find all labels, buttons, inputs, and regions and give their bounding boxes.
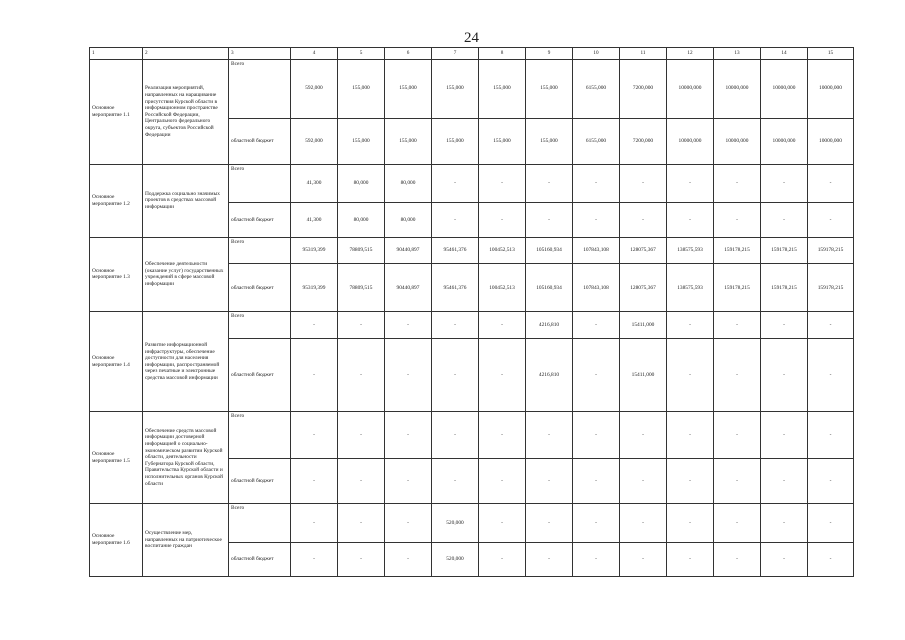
value-cell: -: [573, 459, 620, 504]
table-body: [90, 48, 854, 577]
event-name-cell: Основное мероприятие 1.6: [90, 504, 143, 577]
value-cell: 100452,513: [479, 237, 526, 264]
value-cell: -: [573, 542, 620, 576]
event-description-cell: Осуществление мер, направленных на патриотическое воспитание граждан: [143, 504, 229, 577]
value-cell: 10000,000: [667, 118, 714, 164]
value-cell: 128075,367: [620, 237, 667, 264]
value-cell: -: [667, 412, 714, 459]
header-cell: 8: [479, 48, 526, 60]
value-cell: -: [385, 312, 432, 339]
value-cell: -: [620, 542, 667, 576]
value-cell: 78809,515: [338, 264, 385, 312]
value-cell: -: [808, 542, 854, 576]
value-cell: 155,000: [338, 59, 385, 118]
value-cell: 159178,215: [808, 264, 854, 312]
value-cell: 105160,934: [526, 264, 573, 312]
value-cell: -: [620, 164, 667, 203]
value-cell: -: [761, 504, 808, 543]
funding-source-cell: Всего: [229, 412, 291, 459]
value-cell: 159178,215: [714, 237, 761, 264]
value-cell: 10000,000: [808, 59, 854, 118]
event-name-cell: Основное мероприятие 1.1: [90, 59, 143, 164]
value-cell: -: [761, 312, 808, 339]
funding-source-cell: Всего: [229, 312, 291, 339]
value-cell: -: [667, 339, 714, 412]
value-cell: -: [526, 412, 573, 459]
funding-source-cell: областной бюджет: [229, 118, 291, 164]
value-cell: -: [385, 412, 432, 459]
header-row: [90, 48, 854, 60]
value-cell: -: [291, 312, 338, 339]
table-row: [90, 59, 854, 118]
value-cell: 159178,215: [714, 264, 761, 312]
value-cell: 107843,108: [573, 264, 620, 312]
funding-source-cell: областной бюджет: [229, 264, 291, 312]
value-cell: 80,000: [338, 203, 385, 237]
value-cell: 155,000: [479, 59, 526, 118]
value-cell: 138575,593: [667, 237, 714, 264]
value-cell: -: [714, 312, 761, 339]
value-cell: -: [620, 203, 667, 237]
value-cell: 155,000: [338, 118, 385, 164]
value-cell: 155,000: [432, 59, 479, 118]
value-cell: 90440,897: [385, 264, 432, 312]
value-cell: -: [526, 542, 573, 576]
table-row: [90, 164, 854, 203]
event-name-cell: Основное мероприятие 1.3: [90, 237, 143, 312]
value-cell: -: [714, 542, 761, 576]
value-cell: -: [338, 542, 385, 576]
value-cell: 95461,376: [432, 264, 479, 312]
value-cell: -: [620, 459, 667, 504]
value-cell: -: [761, 412, 808, 459]
value-cell: -: [667, 203, 714, 237]
value-cell: -: [432, 459, 479, 504]
value-cell: -: [291, 339, 338, 412]
value-cell: -: [479, 542, 526, 576]
value-cell: -: [573, 203, 620, 237]
funding-source-cell: областной бюджет: [229, 542, 291, 576]
funding-source-cell: Всего: [229, 164, 291, 203]
value-cell: 10000,000: [761, 59, 808, 118]
value-cell: -: [573, 504, 620, 543]
value-cell: 41,300: [291, 164, 338, 203]
event-description-cell: Обеспечение средств массовой информации достоверной информацией о социально-экономическом развитии Курской области, деятельности Губернатора Курской области, Правительства Курской области и исполнительных органов Курской области: [143, 412, 229, 504]
value-cell: -: [432, 312, 479, 339]
value-cell: -: [385, 542, 432, 576]
value-cell: -: [291, 412, 338, 459]
value-cell: 105160,934: [526, 237, 573, 264]
value-cell: -: [479, 312, 526, 339]
value-cell: -: [526, 504, 573, 543]
funding-source-cell: областной бюджет: [229, 459, 291, 504]
value-cell: -: [808, 504, 854, 543]
value-cell: -: [667, 542, 714, 576]
value-cell: -: [338, 504, 385, 543]
value-cell: 6155,000: [573, 59, 620, 118]
value-cell: -: [385, 459, 432, 504]
value-cell: 155,000: [526, 118, 573, 164]
value-cell: -: [667, 459, 714, 504]
table-row: [90, 237, 854, 264]
event-name-cell: Основное мероприятие 1.2: [90, 164, 143, 237]
value-cell: 159178,215: [761, 264, 808, 312]
value-cell: 7200,000: [620, 118, 667, 164]
value-cell: -: [761, 459, 808, 504]
funding-source-cell: Всего: [229, 504, 291, 543]
header-cell: 4: [291, 48, 338, 60]
value-cell: 155,000: [432, 118, 479, 164]
value-cell: -: [479, 203, 526, 237]
value-cell: -: [808, 164, 854, 203]
value-cell: 7200,000: [620, 59, 667, 118]
event-description-cell: Обеспечение деятельности (оказание услуг) государственных учреждений в сфере массовой информации: [143, 237, 229, 312]
event-description-cell: Поддержка социально значимых проектов в средствах массовой информации: [143, 164, 229, 237]
value-cell: -: [667, 164, 714, 203]
value-cell: -: [338, 312, 385, 339]
value-cell: 10000,000: [714, 59, 761, 118]
value-cell: -: [432, 412, 479, 459]
budget-table: [89, 47, 854, 577]
value-cell: 95319,399: [291, 264, 338, 312]
value-cell: 107843,108: [573, 237, 620, 264]
value-cell: -: [526, 459, 573, 504]
value-cell: 520,000: [432, 542, 479, 576]
value-cell: -: [761, 542, 808, 576]
value-cell: -: [714, 459, 761, 504]
value-cell: -: [338, 339, 385, 412]
value-cell: -: [479, 164, 526, 203]
funding-source-cell: областной бюджет: [229, 339, 291, 412]
value-cell: -: [479, 412, 526, 459]
value-cell: 95319,399: [291, 237, 338, 264]
value-cell: -: [526, 164, 573, 203]
value-cell: -: [526, 203, 573, 237]
value-cell: -: [667, 312, 714, 339]
header-cell: 11: [620, 48, 667, 60]
value-cell: -: [808, 203, 854, 237]
value-cell: -: [479, 504, 526, 543]
value-cell: -: [338, 412, 385, 459]
header-cell: 15: [808, 48, 854, 60]
table-row: [90, 312, 854, 339]
value-cell: 90440,897: [385, 237, 432, 264]
value-cell: -: [338, 459, 385, 504]
value-cell: 10000,000: [667, 59, 714, 118]
value-cell: 155,000: [385, 59, 432, 118]
event-description-cell: Развитие информационной инфраструктуры, обеспечение доступности для населения информации, распространяемой через печатные и электронные средства массовой информации: [143, 312, 229, 412]
value-cell: 10000,000: [714, 118, 761, 164]
value-cell: -: [667, 504, 714, 543]
value-cell: 78809,515: [338, 237, 385, 264]
value-cell: -: [291, 459, 338, 504]
value-cell: 155,000: [385, 118, 432, 164]
value-cell: -: [761, 203, 808, 237]
header-cell: 5: [338, 48, 385, 60]
value-cell: 159178,215: [761, 237, 808, 264]
value-cell: -: [714, 339, 761, 412]
value-cell: -: [479, 339, 526, 412]
page-number: 24: [464, 30, 479, 46]
value-cell: -: [385, 339, 432, 412]
value-cell: 15411,000: [620, 339, 667, 412]
value-cell: 10000,000: [808, 118, 854, 164]
value-cell: -: [714, 412, 761, 459]
value-cell: -: [761, 339, 808, 412]
value-cell: 128075,367: [620, 264, 667, 312]
value-cell: 592,000: [291, 118, 338, 164]
header-cell: 7: [432, 48, 479, 60]
value-cell: 4216,810: [526, 339, 573, 412]
value-cell: -: [432, 164, 479, 203]
value-cell: 155,000: [479, 118, 526, 164]
event-description-cell: Реализация мероприятий, направленных на наращивание присутствия Курской области в информационном пространстве Российской Федерации, Центрального федерального округа, субъектов Российской Федерации: [143, 59, 229, 164]
value-cell: 80,000: [385, 203, 432, 237]
header-cell: 13: [714, 48, 761, 60]
funding-source-cell: областной бюджет: [229, 203, 291, 237]
value-cell: -: [291, 504, 338, 543]
value-cell: 15411,000: [620, 312, 667, 339]
header-cell: 14: [761, 48, 808, 60]
value-cell: -: [479, 459, 526, 504]
funding-source-cell: Всего: [229, 59, 291, 118]
event-name-cell: Основное мероприятие 1.5: [90, 412, 143, 504]
value-cell: 159178,215: [808, 237, 854, 264]
header-cell: 12: [667, 48, 714, 60]
value-cell: 95461,376: [432, 237, 479, 264]
value-cell: 100452,513: [479, 264, 526, 312]
value-cell: -: [808, 459, 854, 504]
value-cell: 41,300: [291, 203, 338, 237]
value-cell: -: [808, 339, 854, 412]
value-cell: -: [573, 339, 620, 412]
value-cell: -: [714, 164, 761, 203]
header-cell: 6: [385, 48, 432, 60]
value-cell: 155,000: [526, 59, 573, 118]
header-cell: 2: [143, 48, 229, 60]
header-cell: 3: [229, 48, 291, 60]
value-cell: 592,000: [291, 59, 338, 118]
event-name-cell: Основное мероприятие 1.4: [90, 312, 143, 412]
table-row: [90, 412, 854, 459]
header-cell: 1: [90, 48, 143, 60]
value-cell: 80,000: [338, 164, 385, 203]
value-cell: 6155,000: [573, 118, 620, 164]
header-cell: 9: [526, 48, 573, 60]
value-cell: -: [573, 312, 620, 339]
value-cell: 4216,810: [526, 312, 573, 339]
table-row: [90, 504, 854, 543]
value-cell: -: [620, 504, 667, 543]
value-cell: -: [432, 339, 479, 412]
value-cell: -: [573, 412, 620, 459]
value-cell: -: [714, 203, 761, 237]
value-cell: -: [573, 164, 620, 203]
value-cell: -: [714, 504, 761, 543]
header-cell: 10: [573, 48, 620, 60]
value-cell: 520,000: [432, 504, 479, 543]
value-cell: -: [291, 542, 338, 576]
value-cell: 80,000: [385, 164, 432, 203]
value-cell: -: [620, 412, 667, 459]
funding-source-cell: Всего: [229, 237, 291, 264]
value-cell: 10000,000: [761, 118, 808, 164]
value-cell: -: [761, 164, 808, 203]
value-cell: -: [808, 312, 854, 339]
value-cell: -: [432, 203, 479, 237]
value-cell: -: [808, 412, 854, 459]
value-cell: -: [385, 504, 432, 543]
value-cell: 138575,593: [667, 264, 714, 312]
